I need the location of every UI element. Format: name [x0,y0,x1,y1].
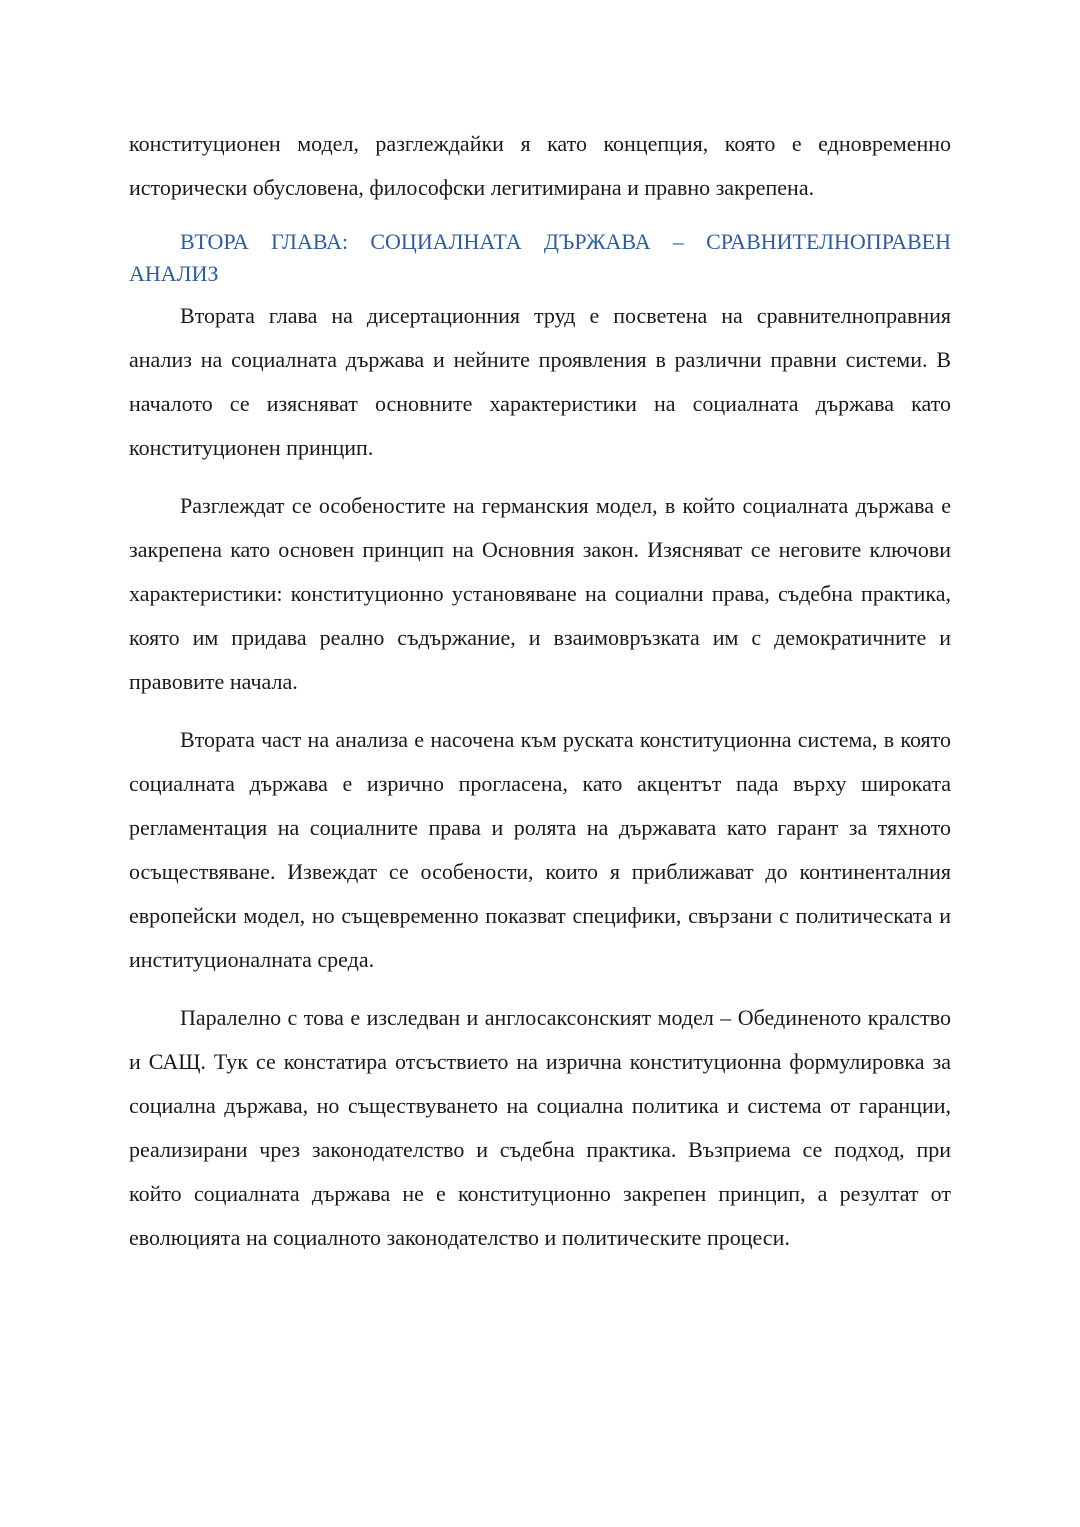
paragraph-2: Разглеждат се особеностите на германския модел, в който социалната държава е закрепена като основен принцип на Основния закон. Изясняват се неговите ключови характеристики: конституционно установяване на социални права, съдебна практика, която им придава реално съдържание, и взаимовръзката им с демократичните и правовите начала. [129,493,951,694]
paragraph-1: Втората глава на дисертационния труд е посветена на сравнителноправния анализ на социалната държава и нейните проявления в различни правни системи. В началото се изясняват основните характеристики на социалната държава като конституционен принцип. [129,303,951,460]
paragraph-4: Паралелно с това е изследван и англосаксонският модел – Обединеното кралство и САЩ. Тук се констатира отсъствието на изрична конституционна формулировка за социална държава, но съществуването на социална политика и система от гаранции, реализирани чрез законодателство и съдебна практика. Възприема се подход, при който социалната държава не е конституционно закрепен принцип, а резултат от еволюцията на социалното законодателство и политическите процеси. [129,1005,951,1250]
paragraph-3: Втората част на анализа е насочена към руската конституционна система, в която социалната държава е изрично прогласена, като акцентът пада върху широката регламентация на социалните права и ролята на държавата като гарант за тяхното осъществяване. Извеждат се особености, които я приближават до континенталния европейски модел, но същевременно показват специфики, свързани с политическата и институционалната среда. [129,727,951,972]
intro-paragraph: конституционен модел, разглеждайки я като концепция, която е едновременно исторически обусловена, философски легитимирана и правно закрепена. [129,131,951,200]
document-page [129,122,951,1260]
chapter-heading: ВТОРА ГЛАВА: СОЦИАЛНАТА ДЪРЖАВА – СРАВНИТЕЛНОПРАВЕН АНАЛИЗ [129,229,951,286]
